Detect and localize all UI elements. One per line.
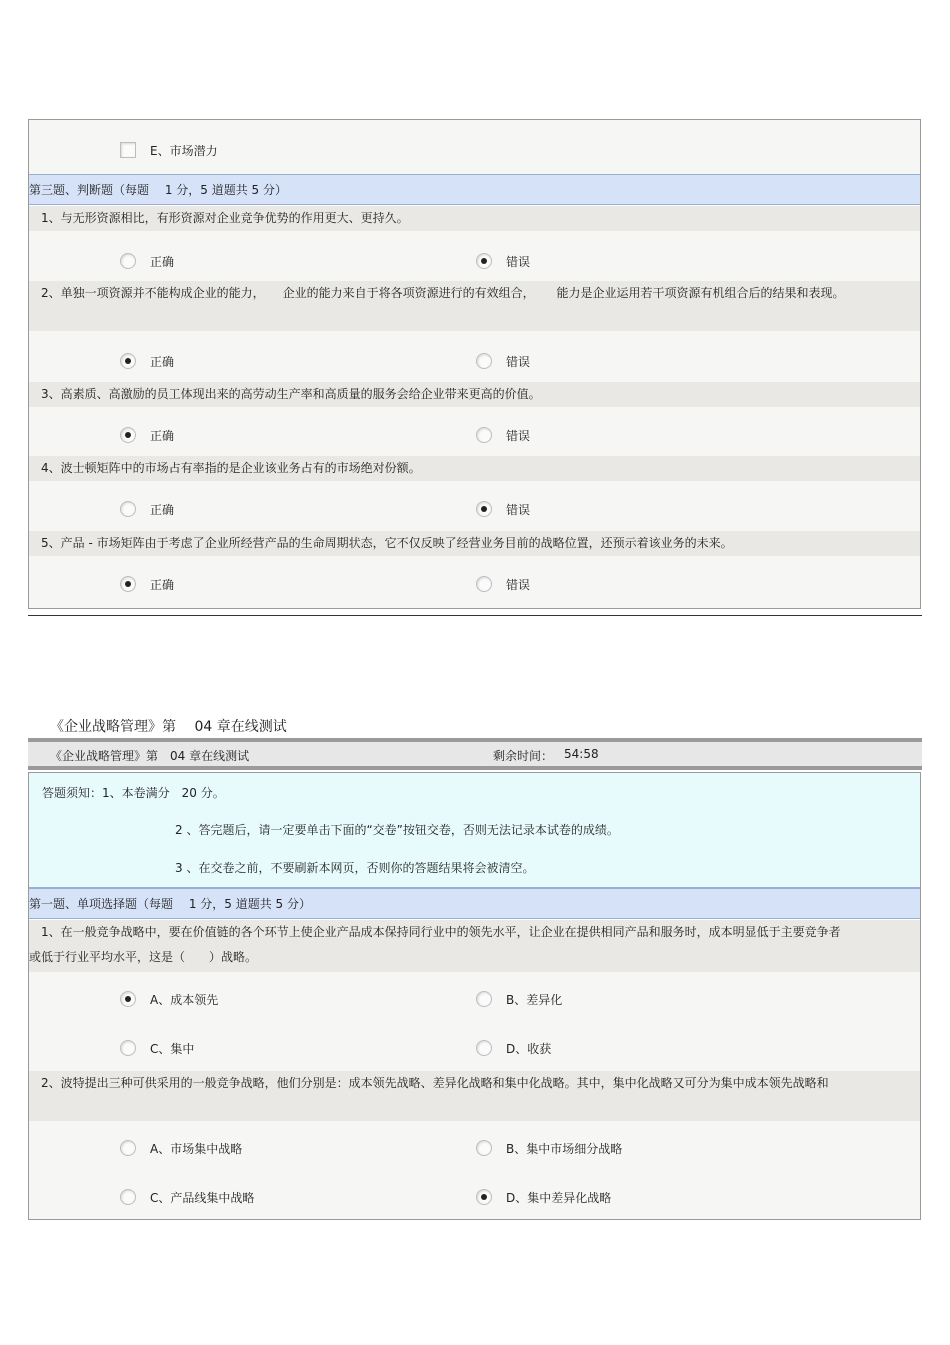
question-text: 3、高素质、高激励的员工体现出来的高劳动生产率和高质量的服务会给企业带来更高的价值。	[41, 387, 541, 401]
radio-icon[interactable]	[120, 1140, 136, 1156]
option-a[interactable]	[120, 1136, 242, 1156]
option-label: 错误	[506, 503, 531, 517]
radio-selected-icon[interactable]	[476, 1189, 492, 1205]
timer-value: 54:58	[564, 747, 599, 761]
radio-selected-icon[interactable]	[120, 991, 136, 1007]
radio-icon[interactable]	[120, 1189, 136, 1205]
question-row	[29, 382, 920, 407]
question-text: 4、波士顿矩阵中的市场占有率指的是企业该业务占有的市场绝对份额。	[41, 461, 421, 475]
radio-icon[interactable]	[476, 427, 492, 443]
option-label: 正确	[150, 503, 175, 517]
option-label: C、产品线集中战略	[150, 1191, 255, 1205]
option-label: B、集中市场细分战略	[506, 1142, 623, 1156]
option-label: D、收获	[506, 1042, 552, 1056]
option-a[interactable]	[120, 987, 218, 1007]
answer-row	[29, 231, 920, 281]
option-e[interactable]	[120, 138, 218, 158]
option-label: 正确	[150, 429, 175, 443]
option-label: D、集中差异化战略	[506, 1191, 612, 1205]
option-b[interactable]	[476, 987, 562, 1007]
option-false[interactable]	[476, 349, 530, 369]
question-text: 1、在一般竞争战略中，要在价值链的各个环节上使企业产品成本保持同行业中的领先水平，让企业在提供相同产品和服务时，成本明显低于主要竞争者或低于行业平均水平，这是（ ）战略。	[29, 925, 841, 964]
radio-icon[interactable]	[120, 501, 136, 517]
question-text: 1、与无形资源相比，有形资源对企业竞争优势的作用更大、更持久。	[41, 211, 409, 225]
page-divider	[28, 615, 922, 616]
notice-line-1: 答题须知：1、本卷满分 20 分。	[42, 786, 225, 800]
bar-title: 《企业战略管理》第 04 章在线测试	[50, 749, 250, 763]
option-false[interactable]	[476, 249, 530, 269]
option-label: 正确	[150, 255, 175, 269]
answer-row	[29, 331, 920, 382]
bottom-quiz-box	[28, 772, 921, 1220]
option-label: 错误	[506, 578, 531, 592]
question-row	[29, 281, 920, 331]
option-label: 正确	[150, 355, 175, 369]
question-row	[29, 1071, 920, 1121]
option-true[interactable]	[120, 572, 174, 592]
option-c[interactable]	[120, 1036, 194, 1056]
radio-selected-icon[interactable]	[476, 253, 492, 269]
option-label: B、差异化	[506, 993, 563, 1007]
question-row	[29, 920, 920, 972]
option-c[interactable]	[120, 1185, 254, 1205]
checkbox-icon[interactable]	[120, 142, 136, 158]
option-label: A、成本领先	[150, 993, 219, 1007]
section3-header	[29, 174, 920, 205]
radio-selected-icon[interactable]	[120, 427, 136, 443]
question-row	[29, 456, 920, 481]
option-true[interactable]	[120, 349, 174, 369]
answer-row	[29, 481, 920, 531]
option-true[interactable]	[120, 249, 174, 269]
section3-header-text: 第三题、判断题（每题 1 分，5 道题共 5 分）	[29, 183, 287, 197]
option-label: 错误	[506, 255, 531, 269]
option-e-label: E、市场潜力	[150, 144, 218, 158]
radio-icon[interactable]	[476, 1140, 492, 1156]
notice-line-2: 2 、答完题后，请一定要单击下面的“交卷”按钮交卷，否则无法记录本试卷的成绩。	[175, 823, 619, 837]
answer-row	[29, 407, 920, 456]
notice-panel	[29, 773, 920, 888]
title-bar	[28, 738, 922, 770]
radio-icon[interactable]	[120, 1040, 136, 1056]
question-text: 2、波特提出三种可供采用的一般竞争战略，他们分别是：成本领先战略、差异化战略和集中化战略。其中，集中化战略又可分为集中成本领先战略和	[41, 1076, 829, 1090]
option-label: 错误	[506, 429, 531, 443]
option-d[interactable]	[476, 1185, 611, 1205]
option-d[interactable]	[476, 1036, 551, 1056]
option-true[interactable]	[120, 423, 174, 443]
option-false[interactable]	[476, 572, 530, 592]
notice-line-3: 3 、在交卷之前，不要刷新本网页，否则你的答题结果将会被清空。	[175, 861, 535, 875]
radio-selected-icon[interactable]	[120, 353, 136, 369]
question-text: 2、单独一项资源并不能构成企业的能力， 企业的能力来自于将各项资源进行的有效组合， 能力是企业运用若干项资源有机组合后的结果和表现。	[41, 286, 845, 300]
option-true[interactable]	[120, 497, 174, 517]
radio-selected-icon[interactable]	[120, 576, 136, 592]
top-quiz-box	[28, 119, 921, 609]
option-false[interactable]	[476, 497, 530, 517]
question-row	[29, 206, 920, 231]
option-label: 错误	[506, 355, 531, 369]
answer-row	[29, 972, 920, 1071]
option-label: C、集中	[150, 1042, 195, 1056]
answer-row	[29, 1121, 920, 1219]
option-label: 正确	[150, 578, 175, 592]
option-false[interactable]	[476, 423, 530, 443]
section1-header-text: 第一题、单项选择题（每题 1 分，5 道题共 5 分）	[29, 897, 311, 911]
question-row	[29, 531, 920, 556]
radio-icon[interactable]	[476, 991, 492, 1007]
option-b[interactable]	[476, 1136, 622, 1156]
radio-icon[interactable]	[476, 576, 492, 592]
section1-header	[29, 888, 920, 919]
option-e-row	[29, 120, 920, 174]
option-label: A、市场集中战略	[150, 1142, 243, 1156]
radio-selected-icon[interactable]	[476, 501, 492, 517]
timer-label: 剩余时间：	[493, 749, 554, 763]
page-title: 《企业战略管理》第 04 章在线测试	[50, 719, 287, 735]
answer-row	[29, 556, 920, 608]
radio-icon[interactable]	[476, 353, 492, 369]
radio-icon[interactable]	[120, 253, 136, 269]
radio-icon[interactable]	[476, 1040, 492, 1056]
question-text: 5、产品 - 市场矩阵由于考虑了企业所经营产品的生命周期状态，它不仅反映了经营业务目前的战略位置，还预示着该业务的未来。	[41, 536, 733, 550]
